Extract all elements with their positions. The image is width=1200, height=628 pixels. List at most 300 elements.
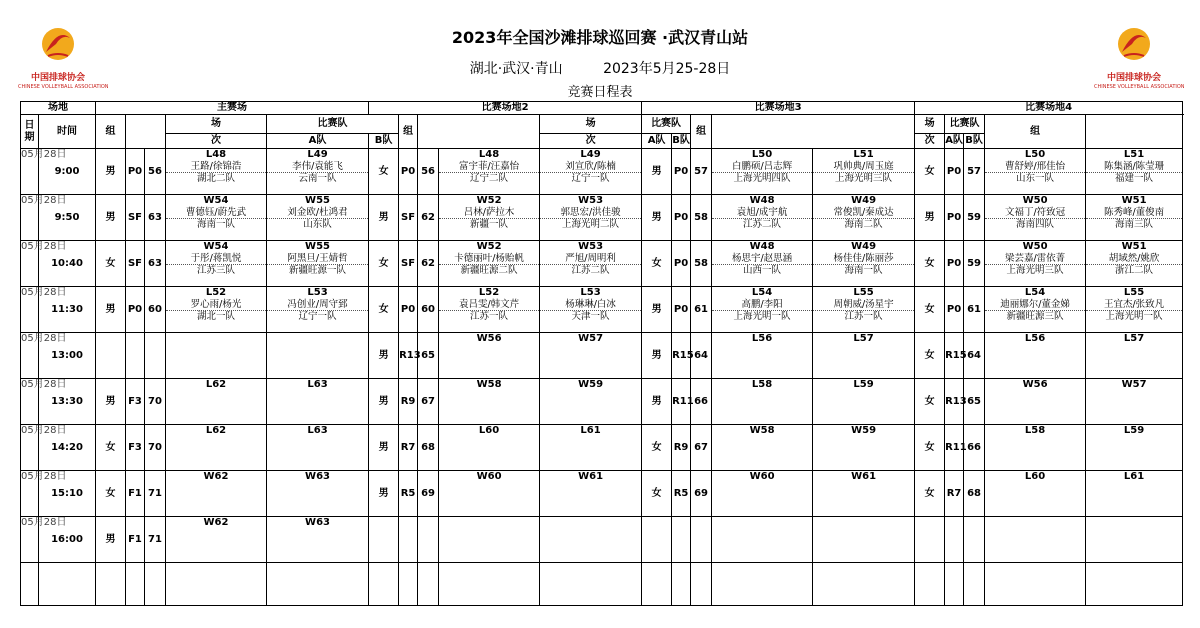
group-cell: 女 xyxy=(369,149,399,195)
seed-code: W51 xyxy=(1121,195,1147,206)
phase-cell: R11 xyxy=(672,379,691,425)
match-no-cell xyxy=(964,517,985,563)
event-dates: 2023年5月25-28日 xyxy=(603,61,731,77)
team-name: 辽宁一队 xyxy=(267,310,368,322)
player-names: 王宜杰/张致凡 xyxy=(1103,299,1165,310)
empty-cell xyxy=(964,563,985,606)
match-no-cell: 67 xyxy=(418,379,439,425)
venue-header: 场地 xyxy=(21,102,96,115)
team-name: 山东队 xyxy=(267,218,368,230)
seed-code: L56 xyxy=(751,333,773,344)
team-a-cell xyxy=(985,333,1086,379)
empty-cell xyxy=(813,563,915,606)
match-no-header-2: 次 xyxy=(166,134,267,149)
match-no-cell: 63 xyxy=(145,195,166,241)
team-a-cell xyxy=(985,517,1086,563)
player-names: 巩帅典/周玉庭 xyxy=(833,161,894,172)
team-name: 辽宁二队 xyxy=(439,172,539,184)
seed-code: W49 xyxy=(851,241,877,252)
seed-code: L50 xyxy=(1024,149,1046,160)
team-a-cell xyxy=(985,471,1086,517)
phase-cell: F3 xyxy=(126,425,145,471)
team-a-cell xyxy=(439,425,540,471)
match-no-cell: 69 xyxy=(418,471,439,517)
team-b-cell xyxy=(267,195,369,241)
team-a-cell xyxy=(166,425,267,471)
match-no-header: 场 xyxy=(915,115,945,134)
event-subtitle xyxy=(0,58,1200,78)
header-row-teams xyxy=(21,115,1183,134)
team-b-cell xyxy=(267,333,369,379)
team-a-cell xyxy=(166,333,267,379)
player-names: 刘金欧/杜鸿君 xyxy=(287,207,348,218)
group-cell: 女 xyxy=(96,471,126,517)
team-a-cell xyxy=(985,425,1086,471)
team-b-cell xyxy=(267,517,369,563)
empty-cell xyxy=(96,563,126,606)
team-b-cell xyxy=(267,471,369,517)
group-cell: 男 xyxy=(96,517,126,563)
team-b-cell xyxy=(1086,333,1183,379)
empty-cell xyxy=(39,563,96,606)
player-names: 梁芸嘉/雷依菁 xyxy=(1004,253,1066,264)
match-no-cell: 70 xyxy=(145,425,166,471)
seed-code: L63 xyxy=(307,425,328,436)
team-a-cell xyxy=(712,287,813,333)
group-header: 组 xyxy=(985,115,1086,149)
player-names: 李伟/袁能飞 xyxy=(292,161,343,172)
player-names: 王路/徐锦浩 xyxy=(190,161,242,172)
team-name: 上海光明二队 xyxy=(540,218,641,230)
seed-code: W49 xyxy=(851,195,877,206)
team-name: 上海光明四队 xyxy=(712,172,812,184)
seed-code: W63 xyxy=(305,471,330,482)
team-name: 海南一队 xyxy=(813,264,914,276)
court-header-1: 主赛场 xyxy=(96,102,369,115)
empty-cell xyxy=(985,563,1086,606)
team-b-cell xyxy=(1086,471,1183,517)
phase-header xyxy=(712,115,915,149)
date-cell: 05月28日 xyxy=(21,425,39,471)
team-b-cell xyxy=(540,425,642,471)
time-cell: 9:00 xyxy=(39,149,96,195)
team-b-cell xyxy=(813,241,915,287)
seed-code: W54 xyxy=(203,195,229,206)
match-no-cell: 65 xyxy=(418,333,439,379)
match-no-cell: 64 xyxy=(964,333,985,379)
seed-code: W57 xyxy=(1121,379,1147,390)
group-cell: 男 xyxy=(369,195,399,241)
phase-cell: P0 xyxy=(945,241,964,287)
match-no-cell: 65 xyxy=(964,379,985,425)
phase-cell: P0 xyxy=(126,149,145,195)
empty-cell xyxy=(691,563,712,606)
team-name: 江苏一队 xyxy=(813,310,914,322)
empty-cell xyxy=(399,563,418,606)
team-b-header: B队 xyxy=(369,134,399,149)
seed-code: L59 xyxy=(853,379,874,390)
team-b-cell xyxy=(1086,195,1183,241)
team-name: 新疆旺源一队 xyxy=(267,264,368,276)
seed-code: W61 xyxy=(851,471,877,482)
match-no-header: 场 xyxy=(166,115,267,134)
team-name: 新疆旺源三队 xyxy=(985,310,1085,322)
group-cell: 女 xyxy=(915,333,945,379)
group-cell: 女 xyxy=(96,241,126,287)
phase-cell xyxy=(945,517,964,563)
team-a-cell xyxy=(985,195,1086,241)
team-b-header: B队 xyxy=(964,134,985,149)
match-no-cell: 71 xyxy=(145,471,166,517)
team-a-cell xyxy=(439,287,540,333)
team-name: 江苏三队 xyxy=(166,264,266,276)
phase-cell: R9 xyxy=(672,425,691,471)
phase-cell: SF xyxy=(126,195,145,241)
team-name: 海南一队 xyxy=(166,218,266,230)
schedule-table xyxy=(20,101,1183,606)
match-no-cell xyxy=(691,517,712,563)
time-cell: 16:00 xyxy=(39,517,96,563)
seed-code: L59 xyxy=(1123,425,1145,436)
team-a-cell xyxy=(712,333,813,379)
time-cell: 10:40 xyxy=(39,241,96,287)
team-b-cell xyxy=(813,287,915,333)
seed-code: L60 xyxy=(1024,471,1046,482)
seed-code: L49 xyxy=(307,149,328,160)
team-b-cell xyxy=(540,471,642,517)
team-name: 新疆一队 xyxy=(439,218,539,230)
player-names: 阿黑旦/王婧哲 xyxy=(287,253,348,264)
match-no-cell: 66 xyxy=(691,379,712,425)
player-names: 高鹏/李阳 xyxy=(741,299,783,310)
date-header-char: 期 xyxy=(24,131,35,143)
team-name: 海南四队 xyxy=(985,218,1085,230)
seed-code: L56 xyxy=(1024,333,1046,344)
seed-code: L55 xyxy=(1123,287,1145,298)
seed-code: W56 xyxy=(1022,379,1048,390)
match-no-cell: 63 xyxy=(145,241,166,287)
seed-code: W51 xyxy=(1121,241,1147,252)
page-title: 2023年全国沙滩排球巡回赛 ·武汉青山站 xyxy=(451,28,749,47)
group-cell: 女 xyxy=(369,241,399,287)
match-no-cell xyxy=(145,333,166,379)
seed-code: L50 xyxy=(751,149,773,160)
table-row xyxy=(21,195,1183,241)
team-b-cell xyxy=(267,379,369,425)
team-b-cell xyxy=(1086,379,1183,425)
group-cell: 女 xyxy=(915,287,945,333)
team-b-cell xyxy=(1086,425,1183,471)
match-no-cell: 58 xyxy=(691,195,712,241)
time-cell: 11:30 xyxy=(39,287,96,333)
seed-code: W62 xyxy=(203,517,229,528)
seed-code: L54 xyxy=(1024,287,1046,298)
seed-code: W61 xyxy=(578,471,604,482)
team-a-cell xyxy=(439,379,540,425)
phase-header xyxy=(126,115,166,149)
match-no-cell: 61 xyxy=(964,287,985,333)
seed-code: W50 xyxy=(1022,241,1048,252)
seed-code: L53 xyxy=(580,287,601,298)
team-name: 江苏二队 xyxy=(712,218,812,230)
seed-code: W52 xyxy=(476,195,502,206)
seed-code: W63 xyxy=(305,517,330,528)
match-no-cell: 57 xyxy=(691,149,712,195)
seed-code: L48 xyxy=(478,149,500,160)
player-names: 周朝威/汤星宇 xyxy=(833,299,894,310)
player-names: 刘宣欣/陈楠 xyxy=(565,161,616,172)
empty-cell xyxy=(672,563,691,606)
phase-cell: R5 xyxy=(399,471,418,517)
empty-cell xyxy=(642,563,672,606)
group-cell: 男 xyxy=(369,425,399,471)
match-no-cell xyxy=(418,517,439,563)
phase-cell: P0 xyxy=(399,287,418,333)
match-no-cell: 56 xyxy=(418,149,439,195)
phase-cell: P0 xyxy=(945,149,964,195)
phase-cell: R15 xyxy=(945,333,964,379)
team-a-cell xyxy=(712,379,813,425)
seed-code: L52 xyxy=(205,287,227,298)
group-cell: 女 xyxy=(96,425,126,471)
group-cell: 男 xyxy=(915,195,945,241)
empty-cell xyxy=(369,563,399,606)
group-cell: 女 xyxy=(369,287,399,333)
seed-code: L61 xyxy=(580,425,601,436)
empty-cell xyxy=(267,563,369,606)
match-no-cell: 69 xyxy=(691,471,712,517)
team-a-cell xyxy=(166,195,267,241)
time-header: 时间 xyxy=(39,115,96,149)
team-b-cell xyxy=(1086,241,1183,287)
player-names: 杨佳佳/陈丽莎 xyxy=(833,253,894,264)
team-name: 湖北一队 xyxy=(166,310,266,322)
team-a-cell xyxy=(712,195,813,241)
phase-cell: R15 xyxy=(672,333,691,379)
team-a-cell xyxy=(166,379,267,425)
group-cell xyxy=(915,517,945,563)
match-no-cell: 66 xyxy=(964,425,985,471)
seed-code: L60 xyxy=(478,425,500,436)
phase-cell: R9 xyxy=(399,379,418,425)
seed-code: W58 xyxy=(749,425,775,436)
team-a-cell xyxy=(985,379,1086,425)
team-a-header: A队 xyxy=(267,134,369,149)
group-cell: 男 xyxy=(369,379,399,425)
player-names: 曹德钰/蔚先武 xyxy=(185,207,247,218)
seed-code: L57 xyxy=(1123,333,1145,344)
phase-cell: P0 xyxy=(672,241,691,287)
seed-code: L52 xyxy=(478,287,500,298)
team-b-cell xyxy=(540,333,642,379)
team-a-cell xyxy=(985,287,1086,333)
team-a-cell xyxy=(439,471,540,517)
phase-cell: P0 xyxy=(672,195,691,241)
empty-cell xyxy=(126,563,145,606)
team-b-cell xyxy=(1086,149,1183,195)
empty-cell xyxy=(439,563,540,606)
match-no-cell: 68 xyxy=(964,471,985,517)
date-cell: 05月28日 xyxy=(21,333,39,379)
team-b-cell xyxy=(813,195,915,241)
match-no-cell: 67 xyxy=(691,425,712,471)
phase-cell: P0 xyxy=(945,195,964,241)
empty-cell xyxy=(540,563,642,606)
team-name: 江苏一队 xyxy=(439,310,539,322)
player-names: 迪丽娜尔/董金娣 xyxy=(1000,299,1070,310)
match-no-cell: 70 xyxy=(145,379,166,425)
phase-cell: F3 xyxy=(126,379,145,425)
phase-cell: SF xyxy=(399,195,418,241)
team-name: 山东一队 xyxy=(985,172,1085,184)
team-b-cell xyxy=(813,517,915,563)
player-names: 曹舒婷/邢佳怡 xyxy=(1004,161,1066,172)
group-cell: 男 xyxy=(96,149,126,195)
player-names: 冯创业/周守郅 xyxy=(287,299,348,310)
group-cell: 男 xyxy=(369,333,399,379)
team-a-cell xyxy=(166,471,267,517)
team-b-cell xyxy=(540,517,642,563)
group-cell: 女 xyxy=(915,379,945,425)
player-names: 富宇菲/汪嘉怡 xyxy=(458,161,520,172)
group-cell: 女 xyxy=(642,471,672,517)
seed-code: W62 xyxy=(203,471,229,482)
match-no-cell: 71 xyxy=(145,517,166,563)
table-row xyxy=(21,149,1183,195)
match-no-header-2: 次 xyxy=(915,134,945,149)
date-cell: 05月28日 xyxy=(21,195,39,241)
phase-header xyxy=(418,115,540,149)
group-cell: 男 xyxy=(642,195,672,241)
player-names: 常俊凯/秦成达 xyxy=(833,207,894,218)
empty-cell xyxy=(1086,563,1183,606)
match-no-header: 场 xyxy=(540,115,642,134)
seed-code: L63 xyxy=(307,379,328,390)
date-cell: 05月28日 xyxy=(21,149,39,195)
team-name: 云南一队 xyxy=(267,172,368,184)
empty-cell xyxy=(945,563,964,606)
seed-code: L51 xyxy=(853,149,874,160)
seed-code: W55 xyxy=(305,195,330,206)
seed-code: L62 xyxy=(205,425,227,436)
team-b-cell xyxy=(813,333,915,379)
seed-code: L58 xyxy=(751,379,773,390)
team-name: 福建一队 xyxy=(1086,172,1182,184)
team-name: 天津一队 xyxy=(540,310,641,322)
team-b-cell xyxy=(267,149,369,195)
schedule-body xyxy=(21,102,1183,606)
team-a-cell xyxy=(166,287,267,333)
team-b-cell xyxy=(540,379,642,425)
seed-code: W57 xyxy=(578,333,604,344)
phase-cell: F1 xyxy=(126,471,145,517)
match-no-cell: 61 xyxy=(691,287,712,333)
group-cell: 女 xyxy=(642,425,672,471)
player-names: 吕林/萨拉木 xyxy=(463,207,515,218)
seed-code: W59 xyxy=(578,379,604,390)
date-cell: 05月28日 xyxy=(21,241,39,287)
phase-cell: P0 xyxy=(945,287,964,333)
logo-text: 中国排球协会 xyxy=(1106,73,1161,83)
player-names: 卡德丽叶/杨贻帆 xyxy=(454,253,524,264)
group-header: 组 xyxy=(691,115,712,149)
team-a-header: A队 xyxy=(642,134,672,149)
phase-cell: R11 xyxy=(945,425,964,471)
team-a-cell xyxy=(166,149,267,195)
header-row-venues xyxy=(21,102,1183,115)
group-cell: 男 xyxy=(96,379,126,425)
seed-code: W60 xyxy=(749,471,775,482)
seed-code: L58 xyxy=(1024,425,1046,436)
empty-cell xyxy=(712,563,813,606)
seed-code: W48 xyxy=(749,241,775,252)
player-names: 郭思宏/洪佳骏 xyxy=(560,207,621,218)
seed-code: L62 xyxy=(205,379,227,390)
table-row xyxy=(21,425,1183,471)
player-names: 罗心雨/杨光 xyxy=(190,299,242,310)
seed-code: W53 xyxy=(578,241,604,252)
phase-header xyxy=(1086,115,1183,149)
team-b-cell xyxy=(540,195,642,241)
phase-cell: R13 xyxy=(945,379,964,425)
team-b-cell xyxy=(267,425,369,471)
group-header: 组 xyxy=(399,115,418,149)
player-names: 陈集涵/陈莹珊 xyxy=(1103,161,1165,172)
court-header-4: 比赛场地4 xyxy=(915,102,1183,115)
phase-cell: P0 xyxy=(672,287,691,333)
logo-text: 中国排球协会 xyxy=(30,73,85,83)
team-b-cell xyxy=(1086,517,1183,563)
team-b-header: B队 xyxy=(672,134,691,149)
teams-header: 比赛队 xyxy=(642,115,691,134)
phase-cell: R7 xyxy=(945,471,964,517)
player-names: 陈秀峰/董俊南 xyxy=(1103,207,1165,218)
team-a-cell xyxy=(712,149,813,195)
empty-cell xyxy=(915,563,945,606)
match-no-cell: 57 xyxy=(964,149,985,195)
match-no-cell: 56 xyxy=(145,149,166,195)
player-names: 胡域然/姚欣 xyxy=(1108,253,1160,264)
table-row xyxy=(21,517,1183,563)
seed-code: W56 xyxy=(476,333,502,344)
seed-code: L54 xyxy=(751,287,773,298)
group-cell xyxy=(642,517,672,563)
phase-cell xyxy=(126,333,145,379)
group-cell: 男 xyxy=(642,379,672,425)
team-name: 上海光明一队 xyxy=(1086,310,1182,322)
time-cell: 14:20 xyxy=(39,425,96,471)
seed-code: W54 xyxy=(203,241,229,252)
empty-cell xyxy=(418,563,439,606)
seed-code: W52 xyxy=(476,241,502,252)
team-b-cell xyxy=(540,287,642,333)
team-a-header: A队 xyxy=(945,134,964,149)
team-name: 新疆旺源二队 xyxy=(439,264,539,276)
match-no-cell: 62 xyxy=(418,195,439,241)
group-cell: 男 xyxy=(96,287,126,333)
player-names: 杨思宇/赵思涵 xyxy=(731,253,793,264)
team-b-cell xyxy=(267,241,369,287)
team-name: 辽宁一队 xyxy=(540,172,641,184)
seed-code: W59 xyxy=(851,425,877,436)
seed-code: W60 xyxy=(476,471,502,482)
phase-cell xyxy=(672,517,691,563)
table-row xyxy=(21,241,1183,287)
seed-code: L57 xyxy=(853,333,874,344)
match-no-cell: 60 xyxy=(418,287,439,333)
event-location: 湖北·武汉·青山 xyxy=(469,61,563,77)
team-a-cell xyxy=(712,425,813,471)
